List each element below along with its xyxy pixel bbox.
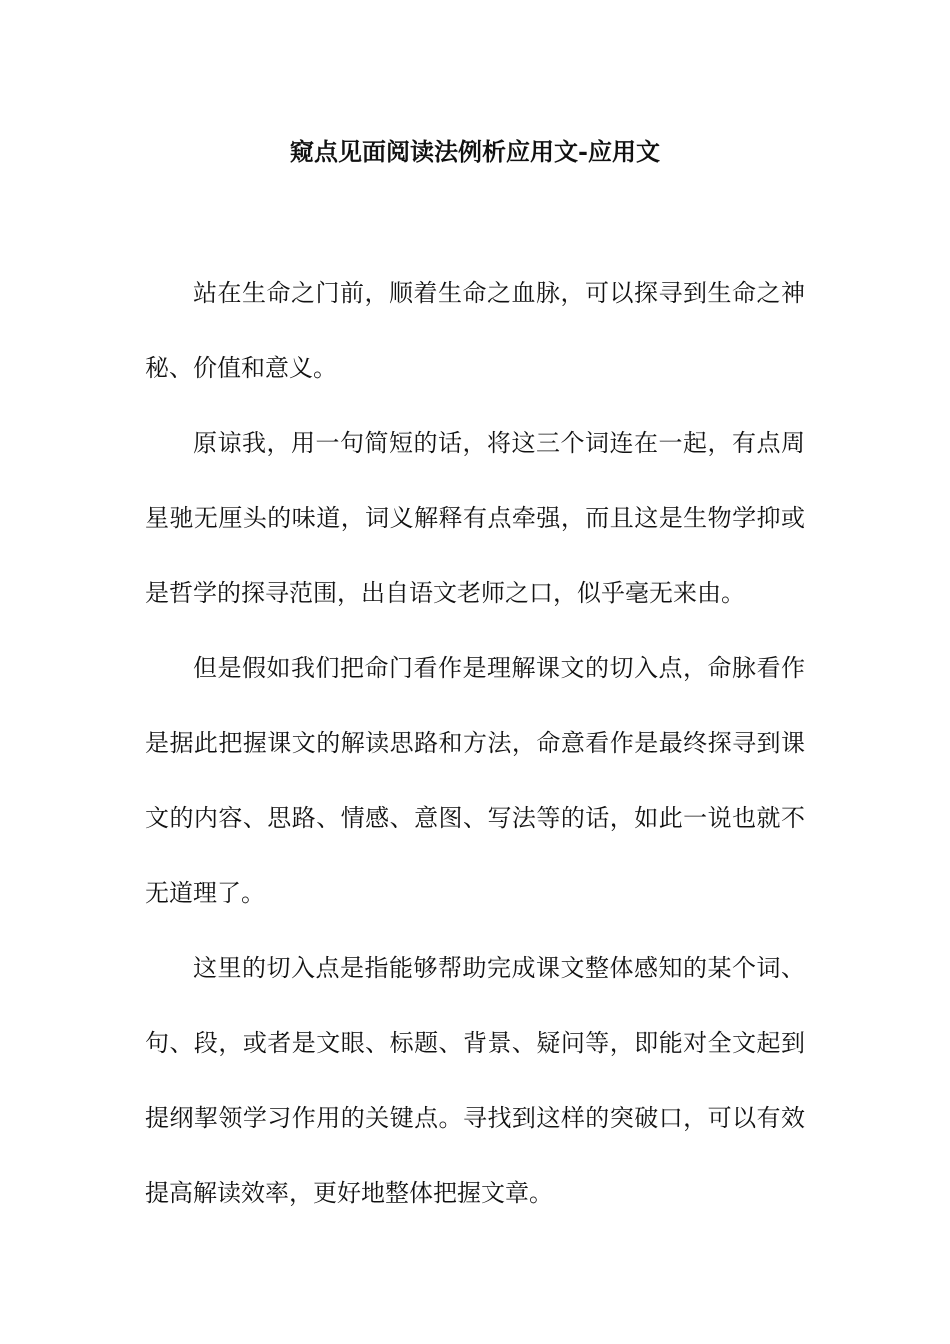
paragraph: 原谅我，用一句简短的话，将这三个词连在一起，有点周星驰无厘头的味道，词义解释有点牵强，而且这是生物学抑或是哲学的探寻范围，出自语文老师之口，似乎毫无来由。 bbox=[145, 429, 805, 607]
paragraph: 站在生命之门前，顺着生命之血脉，可以探寻到生命之神秘、价值和意义。 bbox=[145, 279, 805, 382]
paragraph: 这里的切入点是指能够帮助完成课文整体感知的某个词、句、段，或者是文眼、标题、背景、疑问等，即能对全文起到提纲挈领学习作用的关键点。寻找到这样的突破口，可以有效提高解读效率，更好地整体把握文章。 bbox=[145, 954, 805, 1207]
paragraph: 但是假如我们把命门看作是理解课文的切入点，命脉看作是据此把握课文的解读思路和方法，命意看作是最终探寻到课文的内容、思路、情感、意图、写法等的话，如此一说也就不无道理了。 bbox=[145, 654, 805, 907]
document-title: 窥点见面阅读法例析应用文-应用文 bbox=[290, 137, 660, 166]
document-body bbox=[145, 256, 805, 1231]
